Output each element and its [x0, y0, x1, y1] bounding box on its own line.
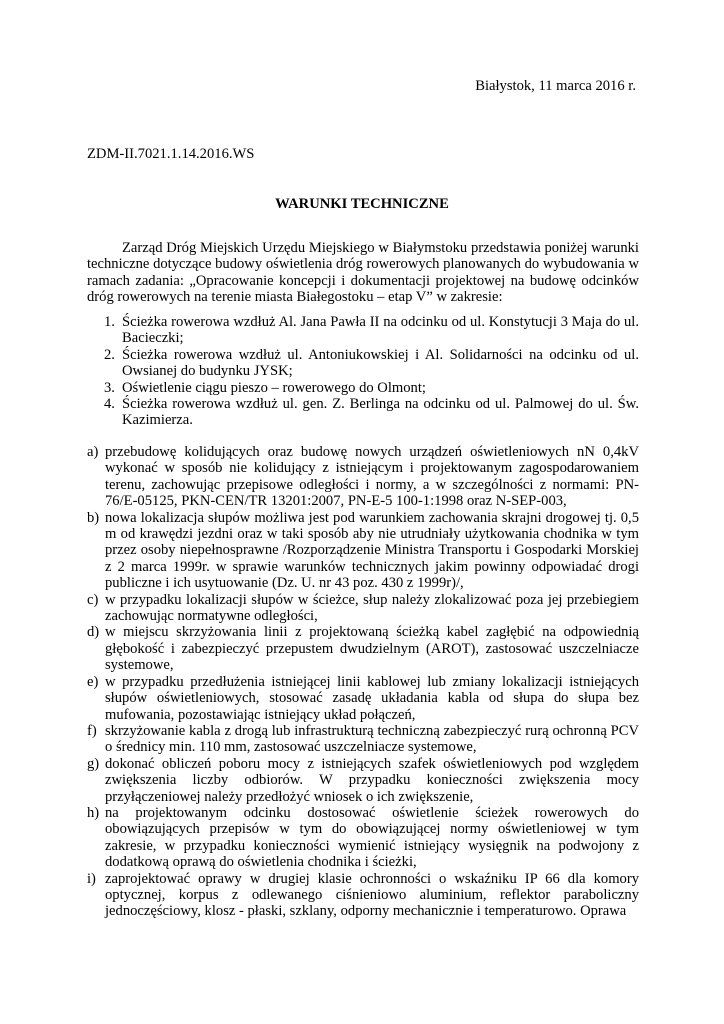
- condition-text: nowa lokalizacja słupów możliwa jest pod warunkiem zachowania skrajni drogowej tj. 0,5 m od krawędzi jezdni oraz w taki sposób aby nie utrudniały użytkowania chodnika w tym przez osoby niepełnosprawne /Rozporządzenie Ministra Transportu i Gospodarki Morskiej z 2 marca 1999r. w sprawie warunków technicznych jakim powinny odpowiadać drogi publiczne i ich usytuowanie (Dz. U. nr 43 poz. 430 z 1999r)/,: [105, 509, 639, 592]
- conditions-list: [87, 444, 639, 920]
- condition-item: [87, 592, 639, 625]
- reference-number: ZDM-II.7021.1.14.2016.WS: [87, 146, 255, 162]
- task-text: Ścieżka rowerowa wzdłuż ul. Antoniukowskiej i Al. Solidarności na odcinku od ul. Owsianej do budynku JYSK;: [122, 346, 639, 380]
- task-item: [87, 314, 639, 347]
- task-text: Ścieżka rowerowa wzdłuż Al. Jana Pawła II na odcinku od ul. Konstytucji 3 Maja do ul. Bacieczki;: [122, 314, 639, 347]
- task-list: [87, 314, 639, 429]
- condition-text: w miejscu skrzyżowania linii z projektowaną ścieżką kabel zagłębić na odpowiednią głębokość i zabezpieczyć przepustem dwudzielnym (AROT), zastosować uszczelniacze systemowe,: [105, 624, 639, 674]
- condition-item: [87, 674, 639, 723]
- condition-item: [87, 723, 639, 756]
- task-number: 2.: [104, 346, 115, 363]
- condition-text: w przypadku przedłużenia istniejącej linii kablowej lub zmiany lokalizacji istniejących słupów oświetleniowych, stosować zasadę układania kabla od słupa do słupa bez mufowania, pozostawiając istniejący układ połączeń,: [105, 673, 639, 723]
- condition-text: zaprojektować oprawy w drugiej klasie ochronności o wskaźniku IP 66 dla komory optycznej, korpus z odlewanego ciśnieniowo aluminium, reflektor paraboliczny jednoczęściowy, klosz - płaski, szklany, odporny mechanicznie i temperaturowo. Oprawa: [105, 870, 639, 920]
- condition-letter: c): [87, 591, 99, 608]
- condition-letter: b): [87, 509, 100, 526]
- condition-item: [87, 444, 639, 510]
- condition-item: [87, 510, 639, 592]
- task-item: [87, 396, 639, 429]
- task-text: Ścieżka rowerowa wzdłuż ul. gen. Z. Berlinga na odcinku od ul. Palmowej do ul. Św. Kazimierza.: [122, 396, 639, 429]
- condition-item: [87, 756, 639, 805]
- document-title: WARUNKI TECHNICZNE: [275, 196, 449, 212]
- task-number: 4.: [104, 396, 115, 413]
- condition-item: [87, 871, 639, 920]
- condition-letter: f): [87, 722, 97, 739]
- intro-text: Zarząd Dróg Miejskich Urzędu Miejskiego w Białymstoku przedstawia poniżej warunki techniczne dotyczące budowy oświetlenia dróg rowerowych planowanych do wybudowania w ramach zadania: „Opracowanie koncepcji i dokumentacji projektowej na budowę odcinków dróg rowerowych na terenie miasta Białegostoku – etap V” w zakresie:: [87, 240, 639, 306]
- task-number: 3.: [104, 379, 115, 396]
- condition-text: skrzyżowanie kabla z drogą lub infrastrukturą techniczną zabezpieczyć rurą ochronną PCV o średnicy min. 110 mm, zastosować uszczelniacze systemowe,: [105, 722, 639, 756]
- condition-letter: h): [87, 804, 100, 821]
- task-item: [87, 380, 639, 396]
- task-item: [87, 347, 639, 380]
- condition-text: w przypadku lokalizacji słupów w ścieżce, słup należy zlokalizować poza jej przebiegiem zachowując normatywne odległości,: [105, 591, 639, 625]
- condition-letter: a): [87, 444, 99, 460]
- condition-letter: d): [87, 624, 100, 641]
- task-number: 1.: [104, 314, 115, 330]
- condition-item: [87, 624, 639, 673]
- place-and-date: Białystok, 11 marca 2016 r.: [475, 78, 636, 94]
- condition-letter: e): [87, 673, 99, 690]
- task-text: Oświetlenie ciągu pieszo – rowerowego do Olmont;: [122, 379, 426, 396]
- condition-text: dokonać obliczeń poboru mocy z istniejących szafek oświetleniowych pod względem zwiększenia liczby odbiorów. W przypadku konieczności zwiększenia mocy przyłączeniowej należy przedłożyć wniosek o ich zwiększenie,: [105, 755, 639, 805]
- condition-letter: i): [87, 870, 96, 887]
- condition-item: [87, 805, 639, 871]
- intro-paragraph: [87, 240, 639, 306]
- condition-text: przebudowę kolidujących oraz budowę nowych urządzeń oświetleniowych nN 0,4kV wykonać w sposób nie kolidujący z istniejącym i projektowanym zagospodarowaniem terenu, zachowując przepisowe odległości i normy, a w szczególności z normami: PN-76/E-05125, PKN-CEN/TR 13201:2007, PN-E-5 100-1:1998 oraz N-SEP-003,: [105, 444, 639, 510]
- condition-text: na projektowanym odcinku dostosować oświetlenie ścieżek rowerowych do obowiązujących przepisów w tym do obowiązującej normy oświetleniowej w tym zakresie, w przypadku konieczności wymienić istniejący wysięgnik na podwojony z dodatkową oprawą do oświetlenia chodnika i ścieżki,: [105, 804, 639, 871]
- condition-letter: g): [87, 755, 100, 772]
